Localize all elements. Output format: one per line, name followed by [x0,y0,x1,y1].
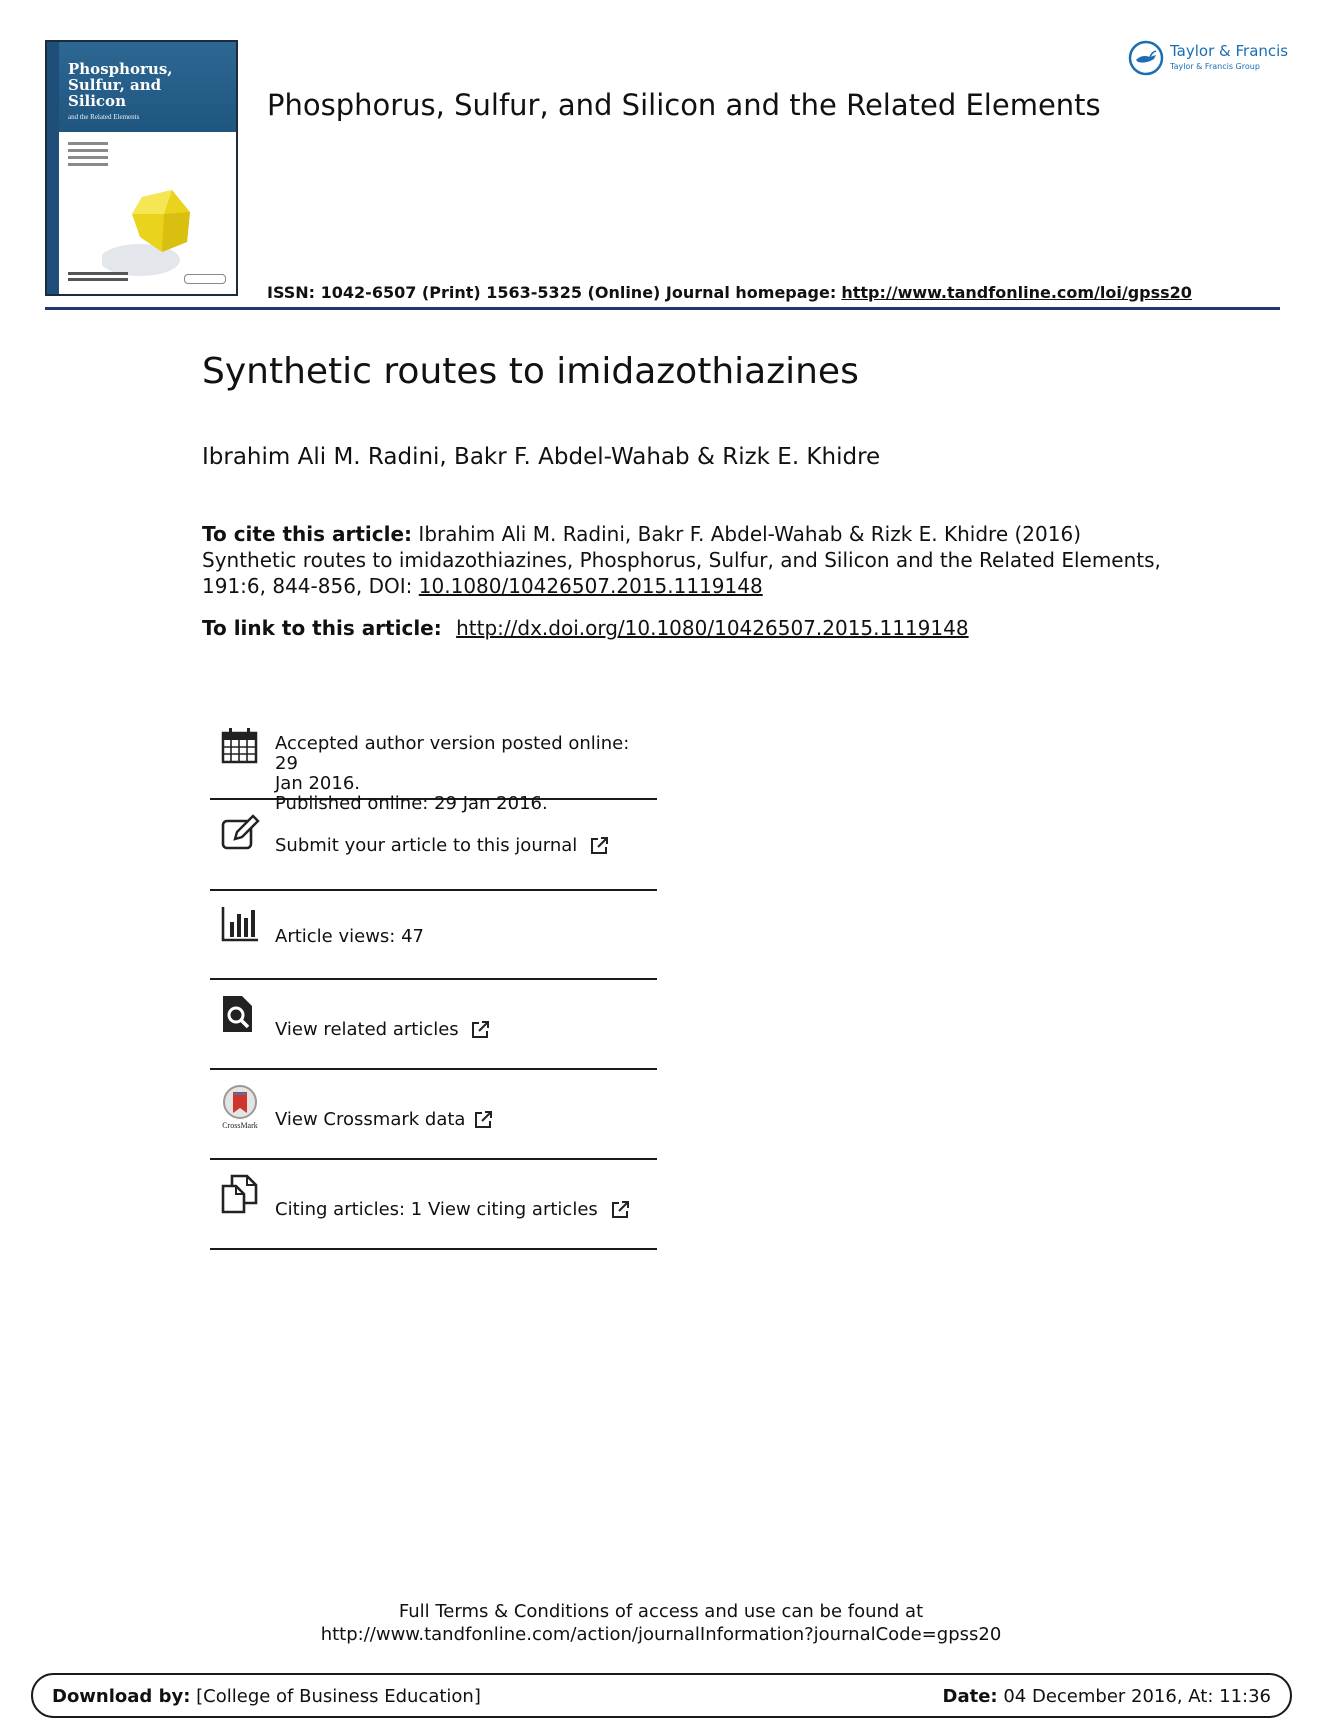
article-info-list [210,722,657,1250]
terms-and-conditions [0,1600,1322,1646]
download-by-label: Download by: [52,1686,191,1707]
citing-articles-row[interactable] [210,1160,657,1250]
download-by [52,1686,481,1707]
article-views-row [210,891,657,980]
bar-chart-icon [220,904,260,944]
external-link-icon [473,1110,493,1130]
journal-title: Phosphorus, Sulfur, and Silicon and the Related Elements [267,88,1101,122]
related-articles-row[interactable] [210,980,657,1070]
search-document-icon [220,994,260,1034]
edit-icon [220,813,260,853]
accepted-date-line1: Accepted author version posted online: 29 [275,733,630,774]
article-views: Article views: 47 [275,926,424,947]
submit-article-row[interactable] [210,800,657,891]
copy-documents-icon [220,1174,260,1214]
download-by-value: [College of Business Education] [196,1686,481,1707]
article-doi-link[interactable]: http://dx.doi.org/10.1080/10426507.2015.1119148 [456,616,969,640]
article-authors: Ibrahim Ali M. Radini, Bakr F. Abdel-Wahab & Rizk E. Khidre [202,444,881,470]
submit-article-text: Submit your article to this journal [275,835,578,856]
download-date-label: Date: [942,1686,998,1707]
cover-spine [47,42,59,294]
sulfur-crystal-image [102,182,202,282]
link-label: To link to this article: [202,616,442,640]
crossmark-link[interactable] [275,1110,493,1130]
crossmark-text: View Crossmark data [275,1109,466,1130]
cover-volume-lines [68,142,108,170]
accepted-date-line2: Jan 2016. [275,773,360,794]
terms-url[interactable]: http://www.tandfonline.com/action/journalInformation?journalCode=gpss20 [320,1624,1002,1645]
crossmark-icon [220,1084,260,1120]
external-link-icon [470,1020,490,1040]
cover-editor-lines [68,272,128,284]
journal-cover-image [45,40,238,296]
issn-line [267,283,1192,302]
publisher-name: Taylor & Francis [1170,42,1289,60]
crossmark-badge-label: CrossMark [222,1121,258,1130]
crossmark-badge [218,1084,262,1132]
download-date-value: 04 December 2016, At: 11:36 [1003,1686,1271,1707]
related-articles-text: View related articles [275,1019,459,1040]
publisher-group: Taylor & Francis Group [1170,62,1260,71]
citing-articles-link[interactable] [275,1200,630,1220]
published-date: Published online: 29 Jan 2016. [275,793,548,814]
issn-text: ISSN: 1042-6507 (Print) 1563-5325 (Online) Journal homepage: [267,283,837,302]
download-date [943,1686,1272,1707]
calendar-icon [220,726,260,766]
cite-doi-link[interactable]: 10.1080/10426507.2015.1119148 [418,574,763,598]
download-info-bar [31,1673,1292,1718]
cover-subtitle: and the Related Elements [68,113,140,121]
citation-block [202,521,1162,599]
journal-homepage-link[interactable]: http://www.tandfonline.com/loi/gpss20 [841,283,1192,302]
article-link-line [202,616,969,640]
terms-line1: Full Terms & Conditions of access and use can be found at [398,1601,924,1622]
cite-label: To cite this article: [202,522,413,546]
taylor-francis-lamp-icon [1128,40,1164,76]
cover-publisher-mark [184,274,226,284]
external-link-icon [589,836,609,856]
external-link-icon [610,1200,630,1220]
related-articles-link[interactable] [275,1020,490,1040]
citing-articles-text: Citing articles: 1 View citing articles [275,1199,598,1220]
cite-text: Ibrahim Ali M. Radini, Bakr F. Abdel-Wahab & Rizk E. Khidre (2016) Synthetic routes to imidazothiazines, Phosphorus, Sulfur, and Silicon and the Related Elements, 191:6, 844-856, DOI: [202,522,1161,598]
submit-article-link[interactable] [275,836,609,856]
header-divider [45,307,1280,310]
publisher-logo [1128,40,1288,80]
cover-title: Phosphorus, Sulfur, and Silicon [68,60,173,110]
crossmark-row[interactable] [210,1070,657,1160]
publication-dates-row [210,722,657,814]
article-title: Synthetic routes to imidazothiazines [202,351,859,392]
